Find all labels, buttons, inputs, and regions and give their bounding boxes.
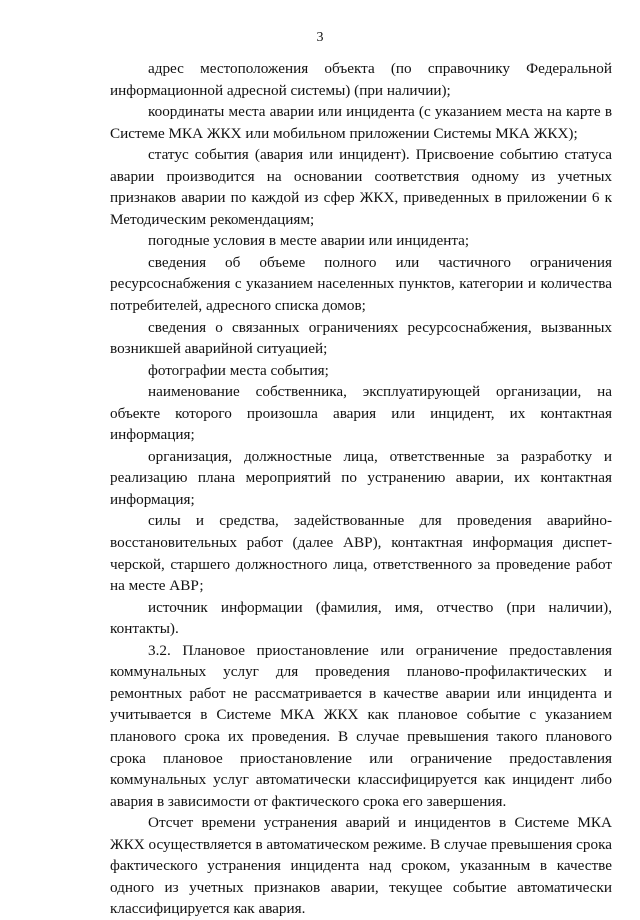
paragraph-coordinates: координаты места аварии или инцидента (с указанием места на карте в Системе МКА ЖКХ или мобильном приложении Системы МКА ЖКХ); [110, 103, 612, 142]
document-body [110, 58, 612, 920]
paragraph-photos: фотографии места события; [148, 361, 329, 379]
paragraph-weather: погодные условия в месте аварии или инцидента; [148, 232, 470, 250]
paragraph-section-3-2: 3.2. Плановое приостановление или ограничение предоставления коммунальных услуг для проведения планово-профилактических и ремонтных работ не рассматривается в качестве аварии или инцидента и учитывается в Системе МКА ЖКХ как плановое событие с указанием планового срока их проведения. В случае превышения такого планового срока плановое приостановление или ограничение предоставления коммунальных услуг автоматически классифицируется как инцидент либо авария в зависимости от фактического срока его завершения. [110, 641, 612, 810]
paragraph-supply-restriction: сведения об объеме полного или частичного ограничения ресурсоснабжения с указанием населенных пунктов, категории и количества потребителей, адресного списка домов; [110, 253, 612, 315]
paragraph-related-restrictions: сведения о связанных ограничениях ресурсоснабжения, вызванных возникшей аварийной ситуацией; [110, 318, 612, 358]
page-number: 3 [316, 30, 324, 45]
paragraph-event-status: статус события (авария или инцидент). Присвоение событию статуса аварии производится на основании соответствия одному из учетных признаков аварии по каждой из сфер ЖКХ, приведенных в приложении 6 к Методическим рекомендациям; [110, 146, 612, 228]
paragraph-forces-and-means: силы и средства, задействованные для проведения аварийно-восстановительных работ (далее АВР), контактная информация диспетчерской, старшего должностного лица, ответственного за проведение работ на месте АВР; [110, 512, 612, 595]
paragraph-information-source: источник информации (фамилия, имя, отчество (при наличии), контакты). [110, 598, 612, 638]
paragraph-responsible-persons: организация, должностные лица, ответственные за разработку и реализацию плана мероприятий по устранению аварии, их контактная информация; [110, 447, 612, 508]
paragraph-time-counting: Отсчет времени устранения аварий и инцидентов в Системе МКА ЖКХ осуществляется в автоматическом режиме. В случае превышения срока фактического устранения инцидента над сроком, указанным в качестве одного из учетных признаков аварии, текущее событие автоматически классифицируется как авария. [110, 814, 612, 918]
paragraph-address: адрес местоположения объекта (по справочнику Федеральной информационной адресной системы) (при наличии); [110, 60, 612, 99]
paragraph-owner: наименование собственника, эксплуатирующей организации, на объекте которого произошла авария или инцидент, их контактная информация; [110, 383, 612, 444]
